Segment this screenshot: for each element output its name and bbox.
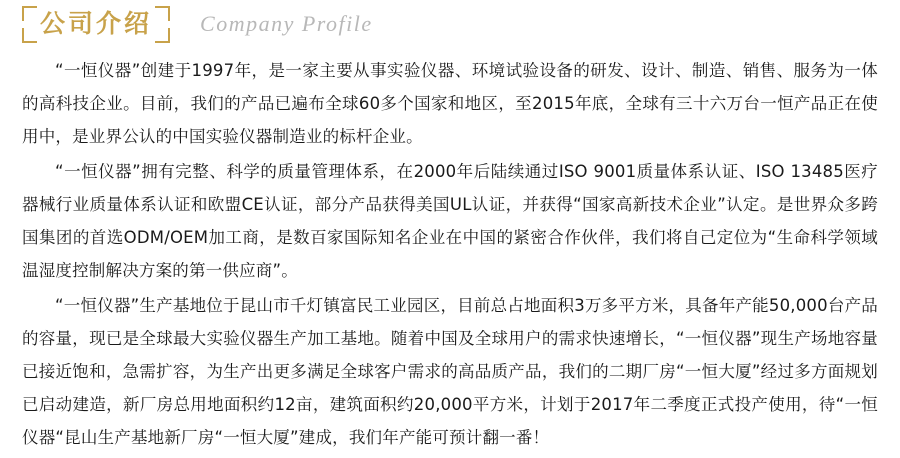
paragraph: “一恒仪器”拥有完整、科学的质量管理体系，在2000年后陆续通过ISO 9001质量体系认证、ISO 13485医疗器械行业质量体系认证和欧盟CE认证，部分产品获得美国UL认证，并获得“国家高新技术企业”认定。是世界众多跨国集团的首选ODM/OEM加工商，是数百家国际知名企业在中国的紧密合作伙伴，我们将自己定位为“生命科学领域温湿度控制解决方案的第一供应商”。 (22, 162, 878, 280)
corner-bracket-bottom-right-icon (155, 28, 170, 43)
section-title-box (26, 10, 166, 39)
paragraph: “一恒仪器”创建于1997年，是一家主要从事实验仪器、环境试验设备的研发、设计、制造、销售、服务为一体的高科技企业。目前，我们的产品已遍布全球60多个国家和地区，至2015年底，全球有三十六万台一恒产品正在使用中，是业界公认的中国实验仪器制造业的标杆企业。 (22, 61, 878, 146)
paragraph: “一恒仪器”生产基地位于昆山市千灯镇富民工业园区，目前总占地面积3万多平方米，具备年产能50,000台产品的容量，现已是全球最大实验仪器生产加工基地。随着中国及全球用户的需求快速增长，“一恒仪器”现生产场地容量已接近饱和，急需扩容，为生产出更多满足全球客户需求的高品质产品，我们的二期厂房“一恒大厦”经过多方面规划已启动建造，新厂房总用地面积约12亩，建筑面积约20,000平方米，计划于2017年二季度正式投产使用，待“一恒仪器“昆山生产基地新厂房“一恒大厦”建成，我们年产能可预计翻一番！ (22, 296, 878, 447)
page-title-en: Company Profile (200, 11, 373, 36)
corner-bracket-top-right-icon (155, 6, 170, 21)
section-header (0, 0, 900, 48)
profile-body (0, 48, 900, 454)
corner-bracket-top-left-icon (22, 6, 37, 21)
page-title-cn: 公司介绍 (40, 8, 153, 38)
corner-bracket-bottom-left-icon (22, 28, 37, 43)
